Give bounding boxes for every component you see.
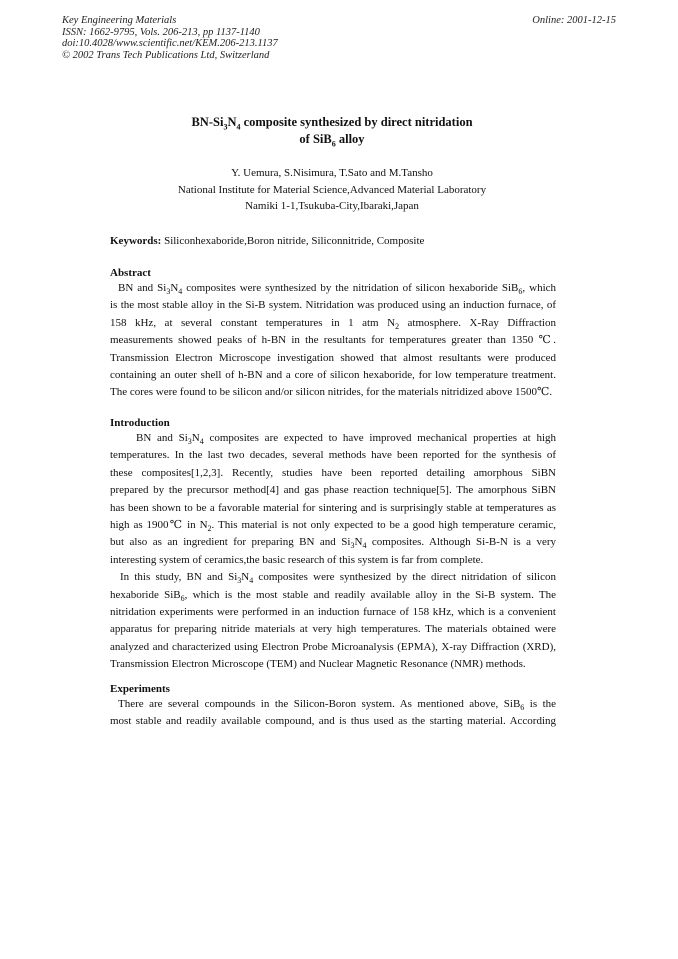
introduction-line: high as 1900℃ in $N_2$. This material is not only expected to be a good high temperature ceramic, (110, 519, 556, 534)
online-date: Online: 2001-12-15 (532, 15, 616, 26)
copyright-line: © 2002 Trans Tech Publications Ltd, Switzerland (62, 49, 270, 61)
experiments-section (110, 682, 556, 731)
title-line-2: of SiB$_6$ alloy (299, 132, 365, 149)
title-line-1: $BN-Si_3N_4$ composite synthesized by direct nitridation (191, 115, 473, 132)
abstract-line: The cores were found to be silicon and/or silicon nitrides, for the materials nitridized above 1500℃. (110, 386, 553, 399)
affiliation: National Institute for Material Science,Advanced Material Laboratory (177, 183, 487, 196)
keywords-label: Keywords: (110, 235, 162, 247)
issn-line: ISSN: 1662-9795, Vols. 206-213, pp 1137-1140 (62, 26, 260, 38)
introduction-line: apparatus for preparing nitride materials at very high temperatures. The materials obtained were (110, 623, 556, 636)
author-block (110, 165, 554, 215)
keywords (110, 234, 560, 248)
introduction-line: prepared by the precursor method[4] and gas phase reaction technique[5]. The amorphous SiBN (110, 484, 556, 497)
experiments-line: There are several compounds in the Silicon-Boron system. As mentioned above, SiB$_6$ is the (118, 698, 557, 713)
journal-header (62, 15, 616, 61)
keywords-text: Siliconhexaboride,Boron nitride, Siliconnitride, Composite (164, 235, 425, 247)
abstract-line: Transmission Electron Microscope investigation showed that almost resultants were produced (110, 351, 556, 364)
abstract-line: containing an outer shell of h-BN and a core of silicon hexaboride, for low temperature treatment. (110, 369, 556, 382)
introduction-line: In this study, BN and $Si_3N_4$ composites were synthesized by the direct nitridation of silicon (120, 571, 556, 586)
introduction-line: these composites[1,2,3]. Recently, studies have been reported detailing amorphous SiBN (110, 466, 556, 479)
introduction-line: but also as an ingredient for preparing BN and $Si_3N_4$ composites. Although Si-B-N is a very (110, 536, 556, 551)
introduction-line: hexaboride SiB$_6$, which is the most stable and readily available alloy in the Si-B system. The (110, 588, 557, 603)
abstract-line: 158 kHz, at several constant temperatures in 1 atm $N_2$ atmosphere. X-Ray Diffraction (110, 316, 556, 331)
author-names: Y. Uemura, S.Nisimura, T.Sato and M.Tansho (231, 167, 433, 179)
introduction-heading: Introduction (110, 417, 170, 429)
abstract-line: measurements showed peaks of h-BN in the resultants for temperatures greater than 1350 ℃. (110, 334, 556, 347)
introduction-line: nitridation experiments were performed in an induction furnace of 158 kHz, which is a convenient (110, 606, 556, 619)
introduction-section (110, 416, 556, 674)
introduction-line: BN and $Si_3N_4$ composites are expected to have improved mechanical properties at high (136, 432, 556, 447)
experiments-line: most stable and readily available compound, and is thus used as the starting material. According (110, 715, 556, 728)
paper-title (110, 114, 554, 148)
introduction-line: interesting system of ceramics,the basic research of this system is far from complete. (110, 553, 484, 566)
introduction-line: temperatures. In the last two decades, several methods have been reported for the synthesis of (110, 449, 556, 462)
doi-line: doi:10.4028/www.scientific.net/KEM.206-213.1137 (62, 38, 278, 49)
abstract-line: BN and $Si_3N_4$ composites were synthesized by the nitridation of silicon hexaboride SiB$_6$, which (118, 282, 557, 297)
experiments-heading: Experiments (110, 683, 170, 695)
introduction-line: has been shown to be a favorable material for sintering and is surprisingly stable at temperatures as (110, 501, 556, 514)
journal-name: Key Engineering Materials (62, 15, 177, 26)
address: Namiki 1-1,Tsukuba-City,Ibaraki,Japan (245, 200, 419, 212)
abstract-section (110, 266, 556, 402)
abstract-heading: Abstract (110, 267, 151, 279)
abstract-line: is the most stable alloy in the Si-B system. Nitridation was produced using an induction furnace, of (110, 299, 556, 312)
introduction-line: analyzed and characterized using Electron Probe Microanalysis (EPMA), X-ray Diffraction (XRD), (110, 640, 556, 653)
introduction-line: Transmission Electron Microscope (TEM) and Nuclear Magnetic Resonance (NMR) methods. (110, 658, 526, 671)
